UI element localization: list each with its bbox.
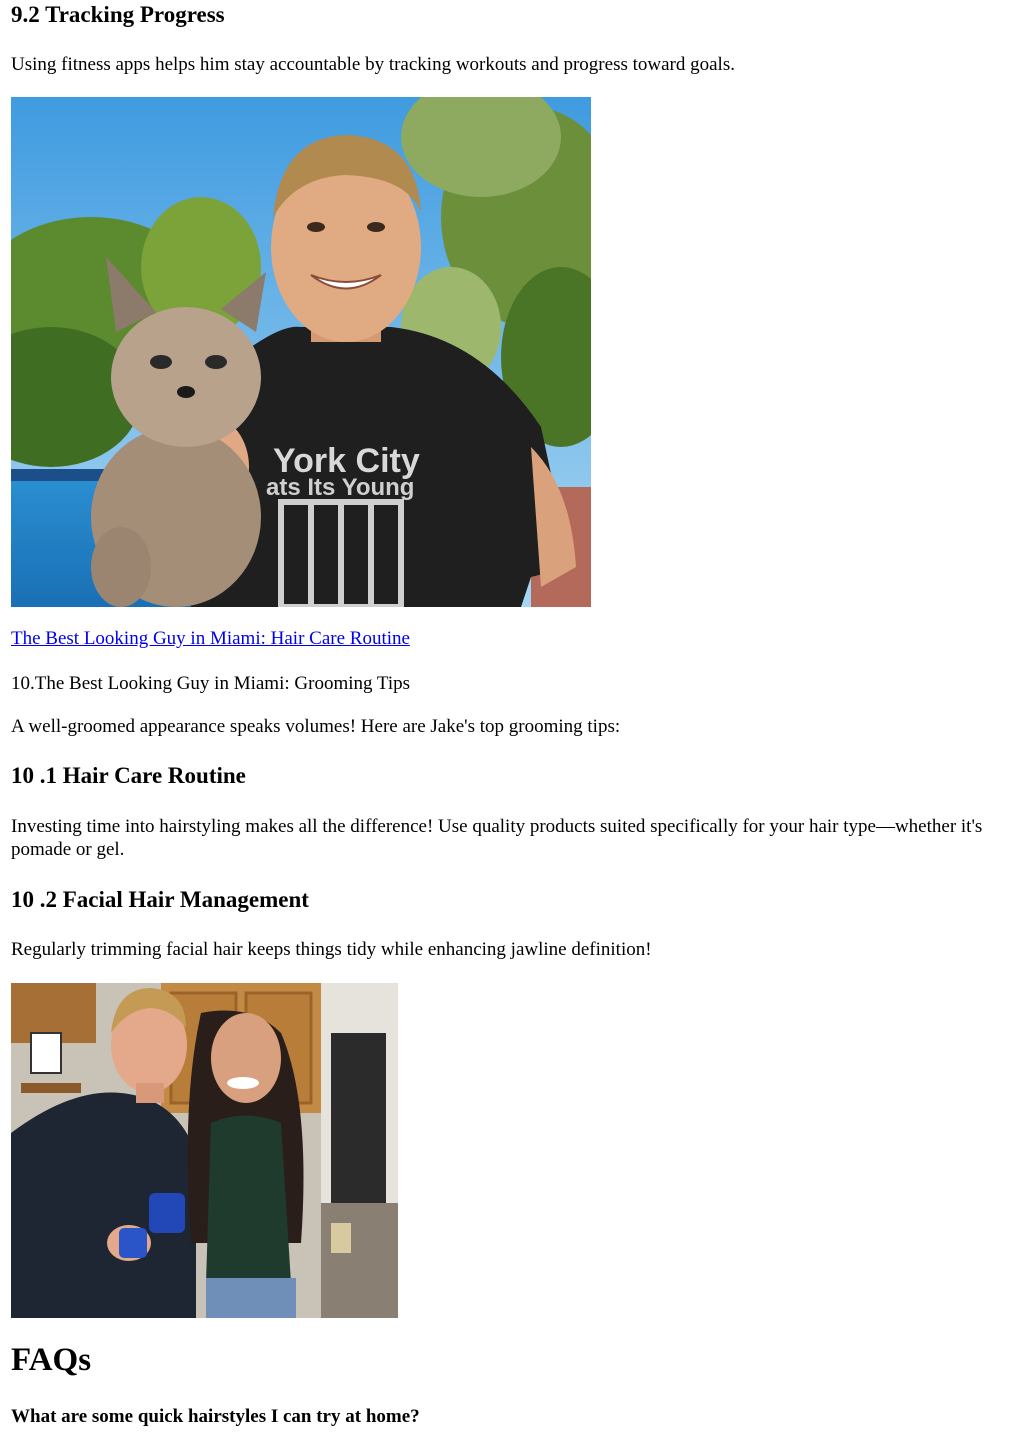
photo-man-with-dog [11,97,591,607]
paragraph-grooming-intro: A well-groomed appearance speaks volumes! Here are Jake's top grooming tips: [11,716,621,737]
heading-hair-care-routine: 10 .1 Hair Care Routine [11,763,246,788]
faq-question-1[interactable]: What are some quick hairstyles I can try at home? [11,1406,420,1427]
paragraph-hair-care-routine: Investing time into hairstyling makes all the difference! Use quality products suited specifically for your hair type—whether it's pomade or gel. [11,816,983,860]
photo-man-and-woman [11,983,398,1318]
heading-facial-hair-management: 10 .2 Facial Hair Management [11,887,309,912]
paragraph-facial-hair-management: Regularly trimming facial hair keeps things tidy while enhancing jawline definition! [11,939,652,960]
blue-cup [149,1193,185,1233]
heading-faqs: FAQs [11,1342,92,1378]
heading-tracking-progress: 9.2 Tracking Progress [11,2,225,27]
paragraph-grooming-tips-title: 10.The Best Looking Guy in Miami: Grooming Tips [11,673,411,694]
shirt-print-line-2: ats Its Young [266,474,415,501]
shirt-print-line-1: York City [273,442,420,480]
link-hair-care-routine[interactable]: The Best Looking Guy in Miami: Hair Care Routine [11,628,410,649]
paragraph-tracking-progress: Using fitness apps helps him stay accountable by tracking workouts and progress toward goals. [11,54,735,75]
